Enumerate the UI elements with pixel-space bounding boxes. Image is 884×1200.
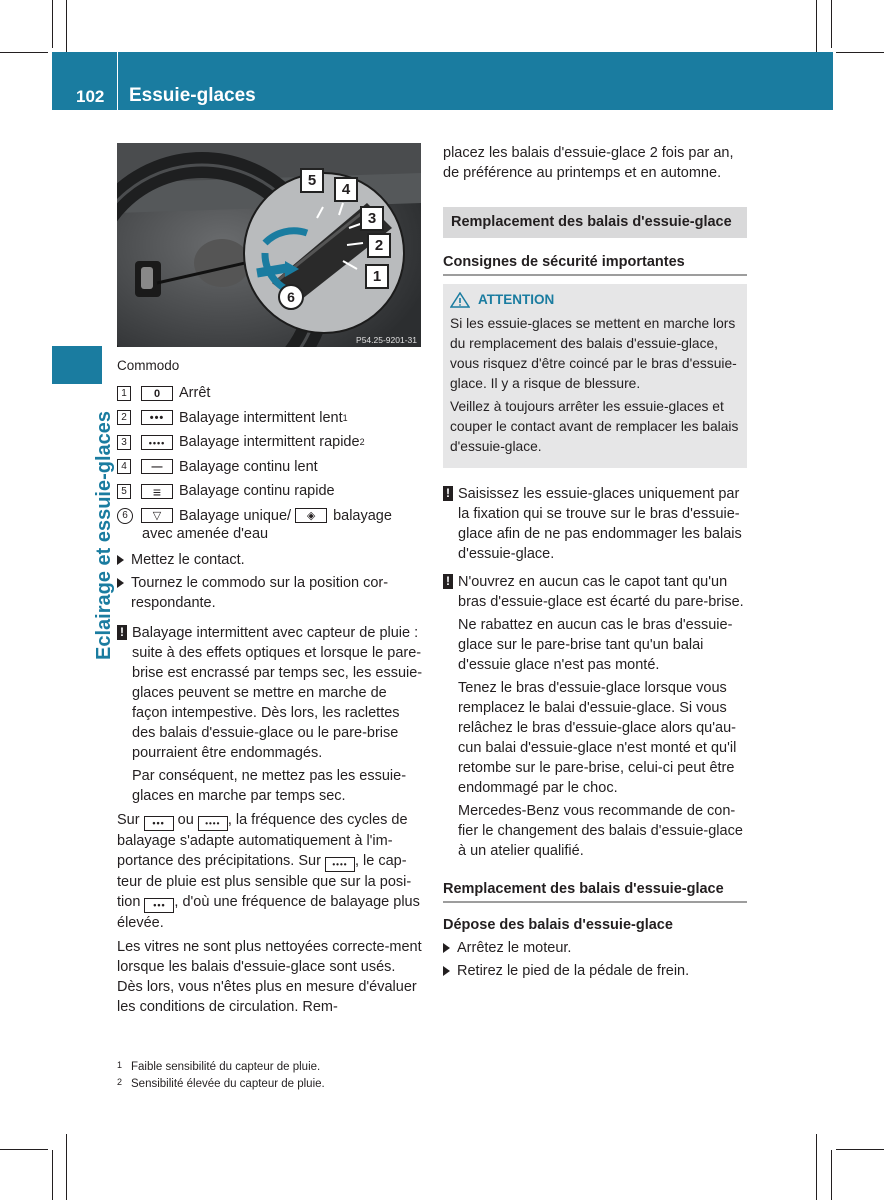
- intermittent-slow-icon: •••: [144, 898, 174, 913]
- body-paragraph: Les vitres ne sont plus nettoyées correcte-ment lorsque les balais d'essuie-glace sont usés. Dès lors, vous n'êtes plus en mesure d'évaluer les conditions de circulation. Rem-: [117, 939, 422, 1015]
- text-run: ou: [177, 812, 194, 828]
- legend-item-4: [117, 455, 425, 480]
- warning-text: Balayage intermittent avec capteur de pluie : suite à des effets optiques et lorsque le pare-brise est encrassé par temps sec, les essuie-glaces peuvent se mettre en marche de façon intempestive. Dès lors, les raclettes des balais d'essuie-glace ou le pare-brise pourraient être endommagés.: [132, 625, 423, 761]
- crop-mark: [836, 1149, 884, 1150]
- legend-item-3: [117, 430, 425, 455]
- legend-text: Balayage unique/: [179, 507, 292, 524]
- callout-2: 2: [367, 233, 391, 258]
- footnote-text: Faible sensibilité du capteur de pluie.: [131, 1061, 321, 1073]
- instruction-bullet: Tournez le commodo sur la position cor-respondante.: [117, 573, 425, 613]
- legend-item-1: [117, 381, 425, 406]
- warning-text: Ne rabattez en aucun cas le bras d'essuie-glace sur le pare-brise tant qu'un balai d'essuie glace n'est pas monté.: [458, 617, 733, 673]
- warning-block: [117, 623, 425, 806]
- text-run: , d'où une fréquence de balayage plus élevée.: [117, 894, 420, 931]
- right-column: [443, 143, 747, 984]
- warning-block: [443, 572, 747, 861]
- legend-number: 3: [117, 435, 131, 450]
- exclamation-icon: !: [443, 574, 453, 589]
- footnote-key: 1: [117, 1060, 123, 1070]
- legend-text: Balayage continu lent: [179, 458, 318, 475]
- subsection-heading: Consignes de sécurité importantes: [443, 252, 747, 276]
- callout-1: 1: [365, 264, 389, 289]
- intermittent-slow-icon: •••: [141, 410, 173, 425]
- intermittent-fast-icon: ••••: [198, 816, 228, 831]
- warning-text: N'ouvrez en aucun cas le capot tant qu'un bras d'essuie-glace est écarté du pare-brise.: [458, 574, 744, 610]
- text-run: , la fréquence des cycles de balayage s'adapte automatiquement à l'im-portance des précipitations. Sur: [117, 812, 408, 869]
- body-paragraph: [117, 810, 425, 933]
- footnote-key: 2: [117, 1077, 123, 1087]
- legend-number: 4: [117, 459, 131, 474]
- callout-4: 4: [334, 177, 358, 202]
- warning-text: Saisissez les essuie-glaces uniquement par la fixation qui se trouve sur le bras d'essuie-glace afin de ne pas endommager les balais d'essuie-glace.: [458, 486, 742, 562]
- crop-mark: [52, 0, 53, 48]
- subsection-heading: Remplacement des balais d'essuie-glace: [443, 879, 747, 903]
- chapter-title: Essuie-glaces: [129, 85, 256, 106]
- crop-mark: [66, 1134, 67, 1200]
- warning-text: Par conséquent, ne mettez pas les essuie-glaces en marche par temps sec.: [132, 768, 407, 804]
- attention-title: [450, 290, 741, 310]
- instruction-bullet: Arrêtez le moteur.: [443, 938, 747, 958]
- continuous-fast-icon: ≡: [141, 484, 173, 499]
- instruction-bullet: Mettez le contact.: [117, 550, 425, 570]
- crop-mark: [831, 0, 832, 48]
- footnote-ref: 1: [342, 412, 348, 423]
- body-paragraph: placez les balais d'essuie-glace 2 fois par an, de préférence au printemps et en automne.: [443, 145, 734, 181]
- callout-6: 6: [278, 284, 304, 310]
- minor-heading: Dépose des balais d'essuie-glace: [443, 917, 673, 933]
- legend-number: 1: [117, 386, 131, 401]
- stop-position-icon: 0: [141, 386, 173, 401]
- exclamation-icon: !: [443, 486, 453, 501]
- exclamation-icon: !: [117, 625, 127, 640]
- callout-3: 3: [360, 206, 384, 231]
- text-run: Sur: [117, 812, 140, 828]
- intermittent-slow-icon: •••: [144, 816, 174, 831]
- legend-text: balayage: [333, 507, 392, 524]
- footnote: [117, 1074, 325, 1092]
- figure-caption: Commodo: [117, 358, 180, 373]
- legend-continuation: avec amenée d'eau: [142, 526, 269, 542]
- header-separator: [117, 52, 118, 110]
- instruction-bullet: Retirez le pied de la pédale de frein.: [443, 961, 747, 981]
- footnote-ref: 2: [359, 437, 365, 448]
- legend-text: Arrêt: [179, 385, 211, 402]
- warning-block: [443, 484, 747, 564]
- attention-text: Si les essuie-glaces se mettent en marche lors du remplacement des balais d'essuie-glace, vous risquez d'être coincé par le bras d'essuie-glace. Il y a risque de blessure.: [450, 316, 737, 391]
- legend-item-5: [117, 479, 425, 504]
- callout-5: 5: [300, 168, 324, 193]
- text-run: , le cap-teur de pluie est plus sensible que sur la posi-tion: [117, 853, 412, 910]
- warning-text: Tenez le bras d'essuie-glace lorsque vous remplacez le balai d'essuie-glace. Si vous relâchez le bras d'essuie-glace alors qu'au-cun balai d'essuie-glace n'est monté et qu'il retombe sur le pare-brise, celui-ci peut être endommagé par le choc.: [458, 680, 737, 796]
- crop-mark: [836, 52, 884, 53]
- continuous-slow-icon: —: [141, 459, 173, 474]
- legend-number: 6: [117, 508, 133, 524]
- footnote-text: Sensibilité élevée du capteur de pluie.: [131, 1078, 325, 1090]
- side-tab-label: Eclairage et essuie-glaces: [93, 410, 115, 660]
- legend-text: Balayage intermittent lent: [179, 409, 343, 426]
- intermittent-fast-icon: ••••: [325, 857, 355, 872]
- side-tab-marker: [52, 346, 102, 384]
- intermittent-fast-icon: ••••: [141, 435, 173, 450]
- left-column: [117, 356, 425, 1020]
- page-number: 102: [76, 87, 105, 106]
- legend-number: 5: [117, 484, 131, 499]
- section-heading: Remplacement des balais d'essuie-glace: [443, 207, 747, 238]
- crop-mark: [831, 1150, 832, 1200]
- legend-text: Balayage continu rapide: [179, 483, 335, 500]
- attention-label: ATTENTION: [478, 292, 555, 307]
- figure-reference: P54.25-9201-31: [356, 335, 417, 345]
- warning-text: Mercedes-Benz vous recommande de con-fier le changement des balais d'essuie-glace à un atelier qualifié.: [458, 803, 743, 859]
- legend-text: Balayage intermittent rapide: [179, 434, 360, 451]
- crop-mark: [0, 1149, 48, 1150]
- single-wipe-icon: ▽: [141, 508, 173, 523]
- wiper-stalk-photo: [117, 143, 421, 347]
- footnote: [117, 1057, 320, 1075]
- legend-item-2: [117, 406, 425, 431]
- crop-mark: [816, 1134, 817, 1200]
- wash-wipe-icon: ◈: [295, 508, 327, 523]
- warning-triangle-icon: [450, 292, 470, 308]
- crop-mark: [52, 1150, 53, 1200]
- attention-box: [443, 284, 747, 468]
- crop-mark: [0, 52, 48, 53]
- legend-number: 2: [117, 410, 131, 425]
- attention-text: Veillez à toujours arrêter les essuie-glaces et couper le contact avant de remplacer les balais d'essuie-glace.: [450, 399, 739, 454]
